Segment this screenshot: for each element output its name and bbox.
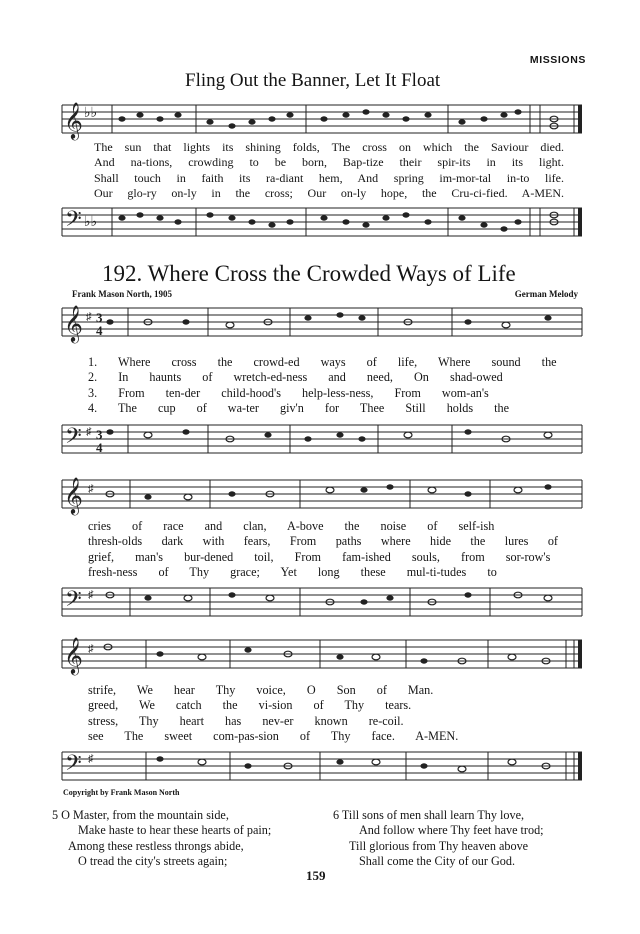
verse1-lyric-line: strife, We hear Thy voice, O Son of Man. xyxy=(88,683,434,697)
hymn1-lyric-line: Shall touch in faith its ra-diant hem, And spring im-mor-tal in-to life. xyxy=(94,170,564,185)
svg-text:𝄢: 𝄢 xyxy=(65,424,82,453)
bass-staff-system2 xyxy=(0,578,640,628)
system1-lyrics xyxy=(88,355,558,416)
hymn1-lyrics xyxy=(94,140,564,201)
verse1-lyric-line: cries of race and clan, A-bove the noise of self-ish xyxy=(88,519,495,533)
verse5-line: O tread the city's streets again; xyxy=(78,853,228,868)
svg-text:𝄞: 𝄞 xyxy=(64,637,83,673)
verse6-line: Till glorious from Thy heaven above xyxy=(349,838,529,853)
bass-staff-system3 xyxy=(0,742,640,792)
verse4-lyric-line: 4. The cup of wa-ter giv'n for Thee Still holds the xyxy=(88,400,510,415)
svg-text:♯: ♯ xyxy=(88,589,94,601)
svg-text:♭♭: ♭♭ xyxy=(84,106,98,121)
system2-lyrics xyxy=(88,519,558,580)
system3-lyrics xyxy=(88,683,558,744)
verse2-lyric-line: greed, We catch the vi-sion of Thy tears. xyxy=(88,698,412,713)
svg-text:4: 4 xyxy=(96,440,103,455)
svg-text:𝄢: 𝄢 xyxy=(65,751,82,780)
svg-text:𝄞: 𝄞 xyxy=(64,305,83,341)
page-number: 159 xyxy=(306,868,326,883)
verse3-lyric-line: grief, man's bur-dened toil, From fam-ished souls, from sor-row's xyxy=(88,549,551,564)
verse6-line: And follow where Thy feet have trod; xyxy=(359,823,544,838)
svg-text:3: 3 xyxy=(96,427,103,442)
verse5-line: Among these restless throngs abide, xyxy=(68,838,244,853)
svg-text:3: 3 xyxy=(96,310,103,325)
svg-text:♭♭: ♭♭ xyxy=(84,215,98,230)
treble-staff-system2 xyxy=(0,470,640,520)
svg-text:𝄢: 𝄢 xyxy=(65,587,82,616)
svg-text:𝄞: 𝄞 xyxy=(64,101,83,139)
verse-5-block xyxy=(52,808,271,869)
treble-staff-system3 xyxy=(0,630,640,680)
svg-text:♯: ♯ xyxy=(86,426,92,438)
verse5-line: Make haste to hear these hearts of pain; xyxy=(78,823,272,838)
verse3-lyric-line: 3. From ten-der child-hood's help-less-ness, From wom-an's xyxy=(88,385,489,400)
verse4-lyric-line: fresh-ness of Thy grace; Yet long these mul-ti-tudes to xyxy=(88,564,497,579)
svg-text:𝄢: 𝄢 xyxy=(65,207,82,236)
tune-credit: German Melody xyxy=(514,289,578,299)
svg-text:♯: ♯ xyxy=(88,643,94,655)
verse5-line: 5 O Master, from the mountain side, xyxy=(52,808,229,822)
author-credit: Frank Mason North, 1905 xyxy=(72,289,173,299)
treble-staff-hymn1 xyxy=(0,95,640,145)
verse1-lyric-line: 1. Where cross the crowd-ed ways of life, Where sound the xyxy=(88,355,557,369)
verse-6-block xyxy=(333,808,544,869)
copyright-notice: Copyright by Frank Mason North xyxy=(63,788,180,797)
bass-staff-hymn1 xyxy=(0,198,640,248)
section-heading: MISSIONS xyxy=(529,54,586,66)
svg-text:4: 4 xyxy=(96,323,103,338)
svg-text:♯: ♯ xyxy=(88,483,94,495)
bass-staff-system1 xyxy=(0,415,640,465)
svg-text:♯: ♯ xyxy=(86,311,92,323)
verse6-line: 6 Till sons of men shall learn Thy love, xyxy=(333,808,525,822)
verse3-lyric-line: stress, Thy heart has nev-er known re-coil. xyxy=(88,713,404,728)
treble-staff-system1 xyxy=(0,298,640,348)
hymn1-lyric-line: Our glo-ry on-ly in the cross; Our on-ly hope, the Cru-ci-fied. A-MEN. xyxy=(94,185,564,200)
verse4-lyric-line: see The sweet com-pas-sion of Thy face. A-MEN. xyxy=(88,728,459,743)
svg-text:𝄞: 𝄞 xyxy=(64,477,83,513)
verse2-lyric-line: thresh-olds dark with fears, From paths where hide the lures of xyxy=(88,534,558,549)
svg-text:♯: ♯ xyxy=(88,753,94,765)
hymn-title-where-cross-the-crowded-ways: 192. Where Cross the Crowded Ways of Life xyxy=(102,261,516,286)
hymn-title-fling-out-the-banner: Fling Out the Banner, Let It Float xyxy=(185,70,441,91)
verse2-lyric-line: 2. In haunts of wretch-ed-ness and need, On shad-owed xyxy=(88,370,503,385)
hymn1-lyric-line: And na-tions, crowding to be born, Bap-tize their spir-its in its light. xyxy=(94,155,564,170)
verse6-line: Shall come the City of our God. xyxy=(359,853,516,868)
hymn1-lyric-line: The sun that lights its shining folds, The cross on which the Saviour died. xyxy=(94,140,564,154)
